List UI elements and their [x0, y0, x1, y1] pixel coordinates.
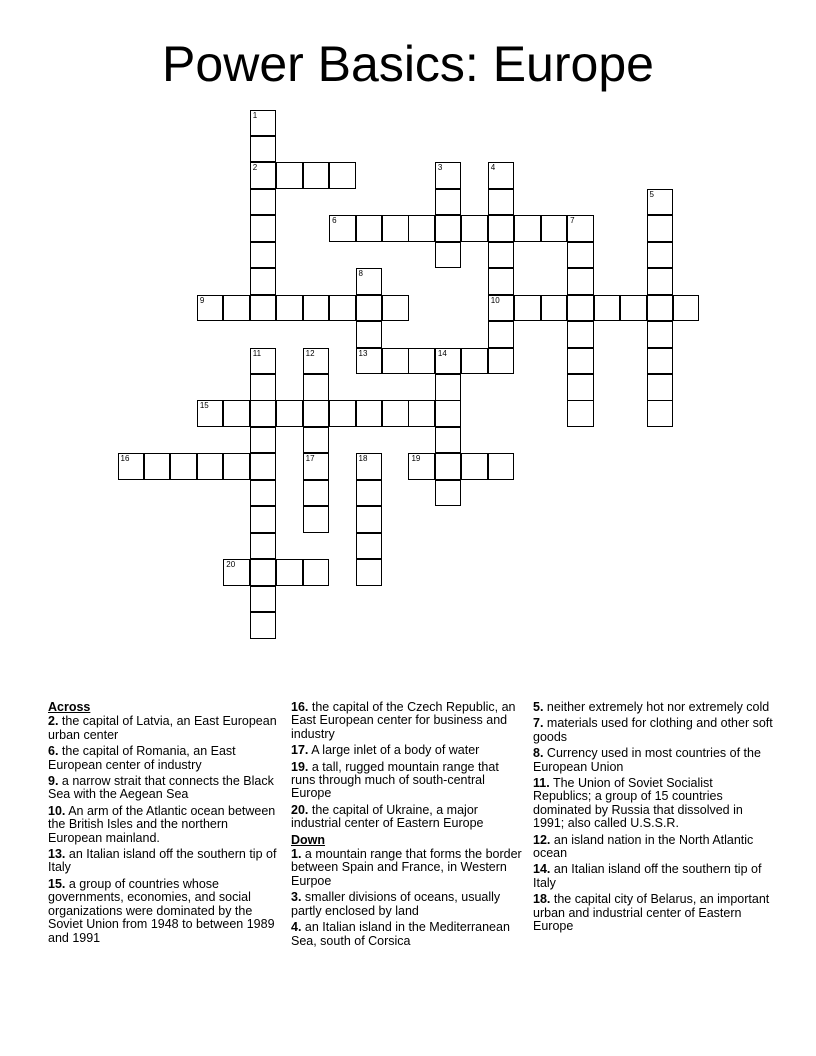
clue-number: 11	[252, 348, 262, 358]
grid-cell	[276, 295, 303, 322]
grid-cell	[250, 348, 277, 375]
grid-cell	[382, 295, 409, 322]
grid-cell	[435, 427, 462, 454]
grid-cell	[647, 295, 674, 322]
grid-cell	[408, 400, 435, 427]
clue-across-13: 13. an Italian island off the southern tip of Italy	[48, 847, 277, 875]
grid-cell	[514, 295, 541, 322]
clue-across-9: 9. a narrow strait that connects the Black Sea with the Aegean Sea	[48, 774, 274, 802]
grid-cell	[303, 162, 330, 189]
grid-cell	[356, 215, 383, 242]
grid-cell	[435, 374, 462, 401]
clue-down-18: 18. the capital city of Belarus, an important urban and industrial center of Eastern Europe	[533, 892, 770, 934]
grid-cell	[514, 215, 541, 242]
grid-cell	[356, 453, 383, 480]
grid-cell	[408, 215, 435, 242]
grid-cell	[356, 348, 383, 375]
grid-cell	[382, 400, 409, 427]
grid-cell	[303, 400, 330, 427]
clue-number: 1	[252, 110, 258, 120]
grid-cell	[567, 348, 594, 375]
clue-across-6: 6. the capital of Romania, an East European center of industry	[48, 744, 236, 772]
grid-cell	[356, 295, 383, 322]
grid-cell	[356, 506, 383, 533]
clue-down-12: 12. an island nation in the North Atlantic ocean	[533, 832, 754, 861]
grid-cell	[488, 162, 515, 189]
clue-across-10: 10. An arm of the Atlantic ocean between the British Isles and the northern European mainland.	[48, 803, 276, 845]
grid-cell	[647, 348, 674, 375]
grid-cell	[170, 453, 197, 480]
clue-number: 12	[305, 348, 315, 358]
grid-cell	[567, 295, 594, 322]
grid-cell	[435, 348, 462, 375]
clue-number: 7	[570, 216, 575, 226]
clue-down-14: 14. an Italian island off the southern tip of Italy	[533, 862, 762, 890]
grid-cell	[356, 533, 383, 560]
clue-number: 6	[332, 216, 337, 226]
clue-column-3	[533, 701, 773, 937]
clue-number: 8	[358, 269, 363, 279]
grid-cell	[250, 427, 277, 454]
grid-cell	[250, 612, 277, 639]
grid-cell	[461, 215, 488, 242]
clue-down-4: 4. an Italian island in the Mediterranean Sea, south of Corsica	[291, 920, 510, 948]
grid-cell	[541, 215, 568, 242]
grid-cell	[435, 162, 462, 189]
grid-cell	[408, 348, 435, 375]
grid-cell	[329, 400, 356, 427]
clue-down-8: 8. Currency used in most countries of the European Union	[533, 746, 761, 774]
grid-cell	[488, 189, 515, 216]
grid-cell	[488, 215, 515, 242]
grid-cell	[223, 559, 250, 586]
clue-number: 18	[358, 454, 368, 464]
grid-cell	[435, 400, 462, 427]
grid-cell	[250, 533, 277, 560]
grid-cell	[647, 242, 674, 269]
grid-cell	[435, 189, 462, 216]
grid-cell	[303, 427, 330, 454]
grid-cell	[250, 559, 277, 586]
grid-cell	[276, 162, 303, 189]
clue-down-7: 7. materials used for clothing and other soft goods	[533, 716, 773, 744]
grid-cell	[223, 453, 250, 480]
grid-cell	[620, 295, 647, 322]
grid-cell	[250, 480, 277, 507]
clue-down-5: 5. neither extremely hot nor extremely cold	[533, 700, 770, 714]
clue-column-2	[291, 701, 523, 951]
grid-cell	[647, 268, 674, 295]
down-heading: Down	[291, 832, 326, 847]
grid-cell	[250, 374, 277, 401]
grid-cell	[567, 215, 594, 242]
grid-cell	[250, 136, 277, 163]
grid-cell	[488, 348, 515, 375]
grid-cell	[303, 559, 330, 586]
clue-number: 5	[649, 189, 654, 199]
clue-column-1	[48, 701, 280, 948]
grid-cell	[250, 162, 277, 189]
grid-cell	[461, 348, 488, 375]
grid-cell	[594, 295, 621, 322]
clue-number: 9	[199, 295, 205, 305]
grid-cell	[647, 400, 674, 427]
grid-cell	[435, 215, 462, 242]
grid-cell	[435, 480, 462, 507]
grid-cell	[382, 348, 409, 375]
grid-cell	[647, 321, 674, 348]
grid-cell	[303, 374, 330, 401]
clue-down-11: 11. The Union of Soviet Socialist Republics; a group of 15 countries dominated by Russia that dissolved in 1991; also called U.S.S.R.	[533, 776, 743, 831]
page-title: Power Basics: Europe	[162, 36, 654, 92]
clue-number: 19	[411, 454, 421, 464]
grid-cell	[250, 295, 277, 322]
clue-number: 20	[226, 560, 236, 570]
grid-cell	[461, 453, 488, 480]
clue-across-2: 2. the capital of Latvia, an East European urban center	[48, 714, 277, 742]
grid-cell	[197, 400, 224, 427]
grid-cell	[118, 453, 145, 480]
grid-cell	[408, 453, 435, 480]
clue-number: 13	[358, 348, 368, 358]
grid-cell	[250, 400, 277, 427]
across-heading: Across	[48, 700, 91, 714]
clue-number: 16	[120, 454, 130, 464]
grid-cell	[197, 453, 224, 480]
grid-cell	[276, 559, 303, 586]
grid-cell	[567, 268, 594, 295]
grid-cell	[356, 321, 383, 348]
grid-cell	[488, 453, 515, 480]
grid-cell	[250, 586, 277, 613]
grid-cell	[329, 162, 356, 189]
grid-cell	[567, 374, 594, 401]
grid-cell	[329, 215, 356, 242]
grid-cell	[250, 215, 277, 242]
clue-number: 3	[437, 163, 443, 173]
grid-cell	[356, 559, 383, 586]
grid-cell	[250, 453, 277, 480]
grid-cell	[435, 453, 462, 480]
grid-cell	[329, 295, 356, 322]
grid-cell	[488, 268, 515, 295]
grid-cell	[303, 453, 330, 480]
grid-cell	[250, 242, 277, 269]
grid-cell	[144, 453, 171, 480]
grid-cell	[647, 189, 674, 216]
grid-cell	[303, 295, 330, 322]
grid-cell	[223, 295, 250, 322]
grid-cell	[303, 506, 330, 533]
grid-cell	[250, 506, 277, 533]
grid-cell	[356, 480, 383, 507]
clue-number: 2	[252, 163, 258, 173]
clue-down-3: 3. smaller divisions of oceans, usually partly enclosed by land	[291, 890, 501, 918]
grid-cell	[223, 400, 250, 427]
clue-across-19: 19. a tall, rugged mountain range that runs through much of south-central Europe	[291, 759, 499, 801]
grid-cell	[382, 215, 409, 242]
grid-cell	[356, 268, 383, 295]
clue-across-15: 15. a group of countries whose governments, economies, and social organizations were dominated by the Soviet Union from 1948 to between 1989 and 1991	[48, 876, 275, 945]
grid-cell	[647, 215, 674, 242]
grid-cell	[488, 321, 515, 348]
clue-across-20: 20. the capital of Ukraine, a major industrial center of Eastern Europe	[291, 802, 484, 831]
clue-across-16: 16. the capital of the Czech Republic, an East European center for business and industry	[291, 700, 516, 741]
grid-cell	[303, 348, 330, 375]
grid-cell	[250, 268, 277, 295]
clue-number: 4	[490, 163, 496, 173]
grid-cell	[250, 110, 277, 137]
grid-cell	[647, 374, 674, 401]
clue-number: 14	[437, 348, 447, 358]
grid-cell	[673, 295, 700, 322]
grid-cell	[276, 400, 303, 427]
clue-number: 17	[305, 454, 315, 464]
grid-cell	[197, 295, 224, 322]
clue-number: 10	[490, 295, 500, 305]
grid-cell	[567, 400, 594, 427]
grid-cell	[567, 321, 594, 348]
clue-number: 15	[199, 401, 209, 411]
grid-cell	[250, 189, 277, 216]
clue-down-1: 1. a mountain range that forms the border between Spain and France, in Western Eurpoe	[291, 847, 522, 888]
grid-cell	[435, 242, 462, 269]
grid-cell	[541, 295, 568, 322]
grid-cell	[303, 480, 330, 507]
grid-cell	[356, 400, 383, 427]
grid-cell	[488, 295, 515, 322]
grid-cell	[488, 242, 515, 269]
grid-cell	[567, 242, 594, 269]
clue-across-17: 17. A large inlet of a body of water	[291, 743, 480, 758]
